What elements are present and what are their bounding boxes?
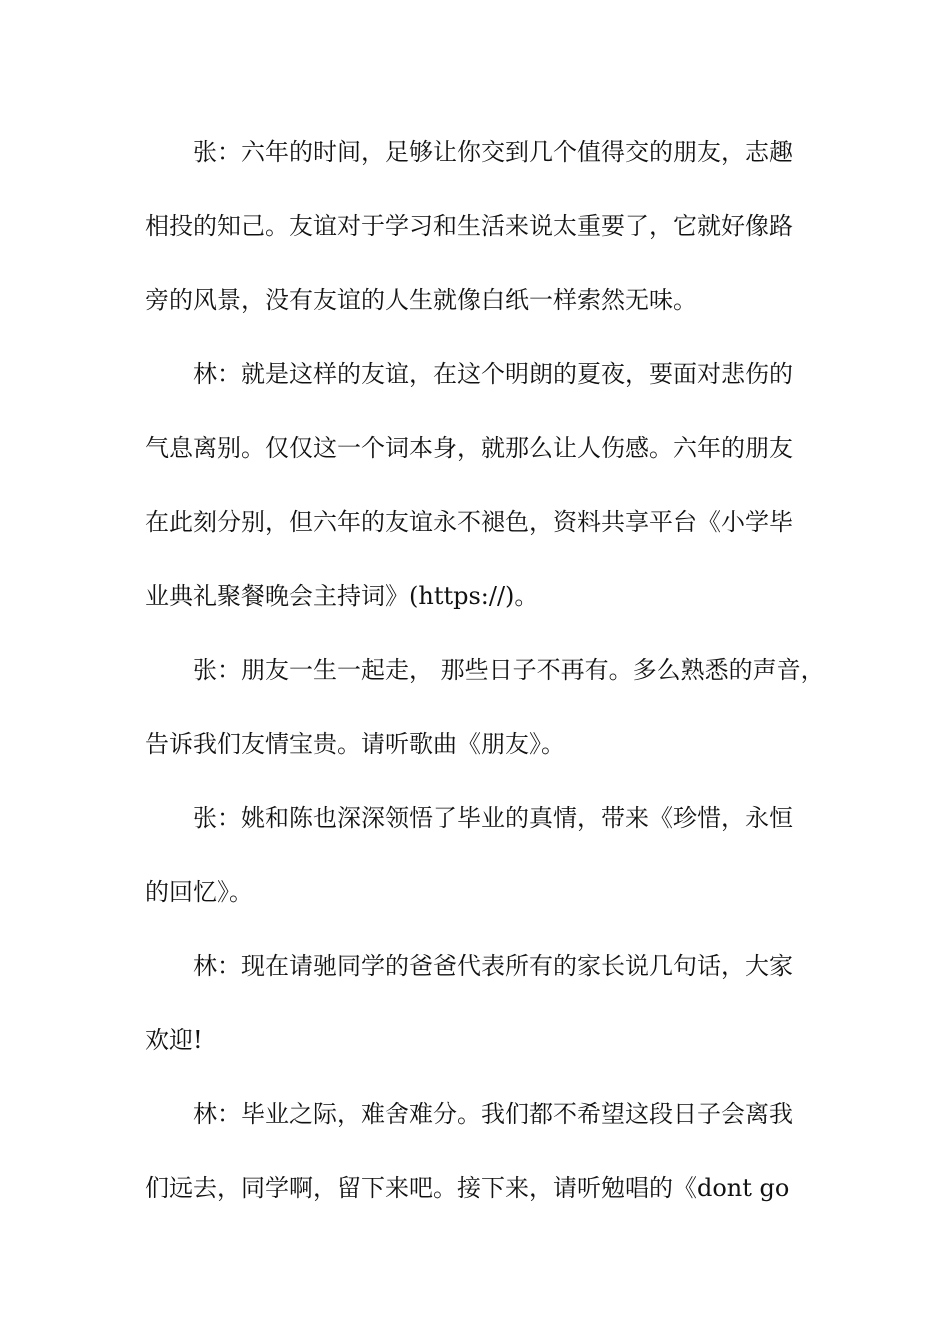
paragraph-line: 林：毕业之际，难舍难分。我们都不希望这段日子会离我 xyxy=(193,1100,793,1128)
paragraph-line: 业典礼聚餐晚会主持词》(https://)。 xyxy=(145,582,539,610)
paragraph-line: 张：姚和陈也深深领悟了毕业的真情，带来《珍惜，永恒 xyxy=(193,804,793,832)
paragraph-line: 张：六年的时间，足够让你交到几个值得交的朋友，志趣 xyxy=(193,138,793,166)
paragraph-line: 欢迎! xyxy=(145,1026,203,1054)
document-body xyxy=(145,115,825,1225)
paragraph-line: 在此刻分别，但六年的友谊永不褪色，资料共享平台《小学毕 xyxy=(145,508,793,536)
paragraph-4 xyxy=(145,781,810,929)
paragraph-line: 旁的风景，没有友谊的人生就像白纸一样索然无味。 xyxy=(145,286,697,314)
paragraph-2 xyxy=(145,337,810,633)
paragraph-3 xyxy=(145,633,825,781)
paragraph-5 xyxy=(145,929,810,1077)
paragraph-line: 相投的知己。友谊对于学习和生活来说太重要了，它就好像路 xyxy=(145,212,793,240)
paragraph-line: 的回忆》。 xyxy=(145,878,253,906)
paragraph-line: 张：朋友一生一起走， 那些日子不再有。多么熟悉的声音， xyxy=(193,656,825,684)
paragraph-line: 告诉我们友情宝贵。请听歌曲《朋友》。 xyxy=(145,730,565,758)
paragraph-line: 们远去，同学啊，留下来吧。接下来，请听勉唱的《dont go xyxy=(145,1174,790,1202)
paragraph-line: 气息离别。仅仅这一个词本身，就那么让人伤感。六年的朋友 xyxy=(145,434,793,462)
paragraph-1 xyxy=(145,115,810,337)
paragraph-line: 林：现在请驰同学的爸爸代表所有的家长说几句话，大家 xyxy=(193,952,793,980)
paragraph-line: 林：就是这样的友谊，在这个明朗的夏夜，要面对悲伤的 xyxy=(193,360,793,388)
paragraph-6 xyxy=(145,1077,810,1225)
